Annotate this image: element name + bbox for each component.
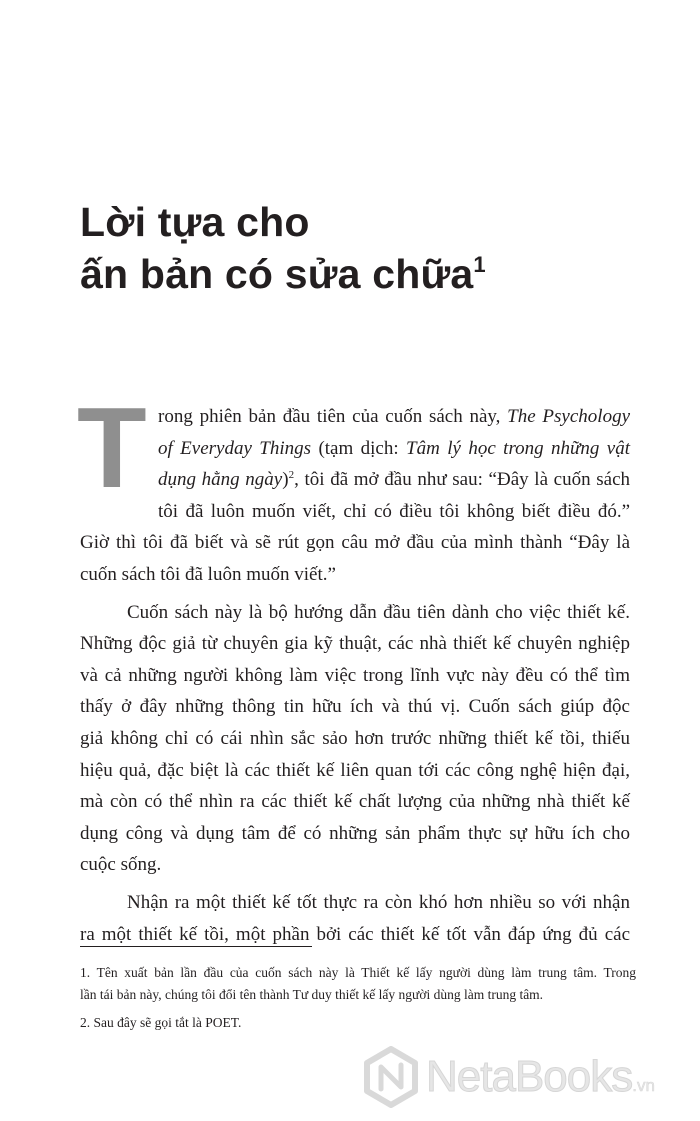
p2-line: cuộc sống. xyxy=(80,854,162,876)
netabooks-watermark xyxy=(362,1046,692,1108)
p1-line-5: Giờ thì tôi đã biết và sẽ rút gọn câu mở đầu của mình thành “Đây là xyxy=(80,532,630,554)
paragraph-2 xyxy=(80,597,630,881)
footnote-1-line-1: 1. Tên xuất bản lần đầu của cuốn sách này là Thiết kế lấy người dùng làm trung tâm. Trong xyxy=(80,965,636,980)
p1-l1-text: rong phiên bản đầu tiên của cuốn sách này, xyxy=(158,406,508,427)
p1-line-4: tôi đã luôn muốn viết, chỉ có điều tôi không biết điều đó.” xyxy=(158,500,630,522)
title-line-2-text: ấn bản có sửa chữa xyxy=(80,251,474,297)
p2-line: Những độc giả từ chuyên gia kỹ thuật, các nhà thiết kế chuyên nghiệp xyxy=(80,633,630,655)
watermark-brand xyxy=(426,1052,655,1102)
p1-line-2 xyxy=(158,433,630,465)
footnote-2: 2. Sau đây sẽ gọi tắt là POET. xyxy=(80,1015,242,1030)
p2-line: dụng công và dụng tâm để có những sản phẩm thực sự hữu ích cho xyxy=(80,822,630,844)
paragraph-3 xyxy=(80,887,630,950)
p1-close-paren: ) xyxy=(282,469,289,491)
n-hexagon-logo-icon xyxy=(362,1046,420,1108)
translation-italic-1: Tâm lý học trong những vật xyxy=(406,437,630,459)
p2-line: và cả những người không làm việc trong lĩnh vực này đều có thể tìm xyxy=(80,664,630,686)
chapter-title xyxy=(80,196,486,300)
footnote-divider xyxy=(80,946,312,947)
first-paragraph-opening xyxy=(77,385,631,527)
drop-cap: T xyxy=(77,385,147,512)
title-footnote-ref: 1 xyxy=(473,252,486,277)
p2-line: Cuốn sách này là bộ hướng dẫn đầu tiên dành cho việc thiết kế. xyxy=(127,601,630,623)
footnotes xyxy=(80,962,636,1034)
p1-line-6: cuốn sách tôi đã luôn muốn viết.” xyxy=(80,563,336,585)
body-text xyxy=(77,385,631,950)
book-title-italic-1: The Psychology xyxy=(507,406,631,427)
footnote-1 xyxy=(80,962,636,1005)
p2-line: mà còn có thể nhìn ra các thiết kế chất lượng của những nhà thiết kế xyxy=(80,791,630,813)
p1-line-1 xyxy=(158,401,630,433)
watermark-suffix: .vn xyxy=(632,1076,655,1095)
title-line-2 xyxy=(80,248,486,300)
p3-line: ra một thiết kế tồi, một phần bởi các thiết kế tốt vẫn đáp ứng đủ các xyxy=(80,923,630,945)
p1-line-3 xyxy=(158,464,630,496)
p1-l3-text: , tôi đã mở đầu như sau: “Đây là cuốn sách xyxy=(294,469,630,491)
footnote-ref-2: 2 xyxy=(288,469,295,482)
p2-line: giả không chỉ có cái nhìn sắc sảo hơn trước những thiết kế tồi, thiếu xyxy=(80,727,630,749)
p3-line: Nhận ra một thiết kế tốt thực ra còn khó hơn nhiều so với nhận xyxy=(127,891,630,913)
p2-line: thấy ở đây những thông tin hữu ích và thú vị. Cuốn sách giúp độc xyxy=(80,696,630,718)
title-line-1: Lời tựa cho xyxy=(80,199,310,245)
p2-line: hiệu quả, đặc biệt là các thiết kế liên quan tới các công nghệ hiện đại, xyxy=(80,759,630,781)
translation-italic-2: dụng hằng ngày xyxy=(158,469,283,491)
footnote-1-line-2: lần tái bản này, chúng tôi đổi tên thành Tư duy thiết kế lấy người dùng làm trung tâm. xyxy=(80,986,544,1002)
watermark-brand-name: NetaBooks xyxy=(426,1052,633,1101)
book-title-italic-2: of Everyday Things xyxy=(158,437,312,459)
p1-l2-text: (tạm dịch: xyxy=(311,437,407,459)
